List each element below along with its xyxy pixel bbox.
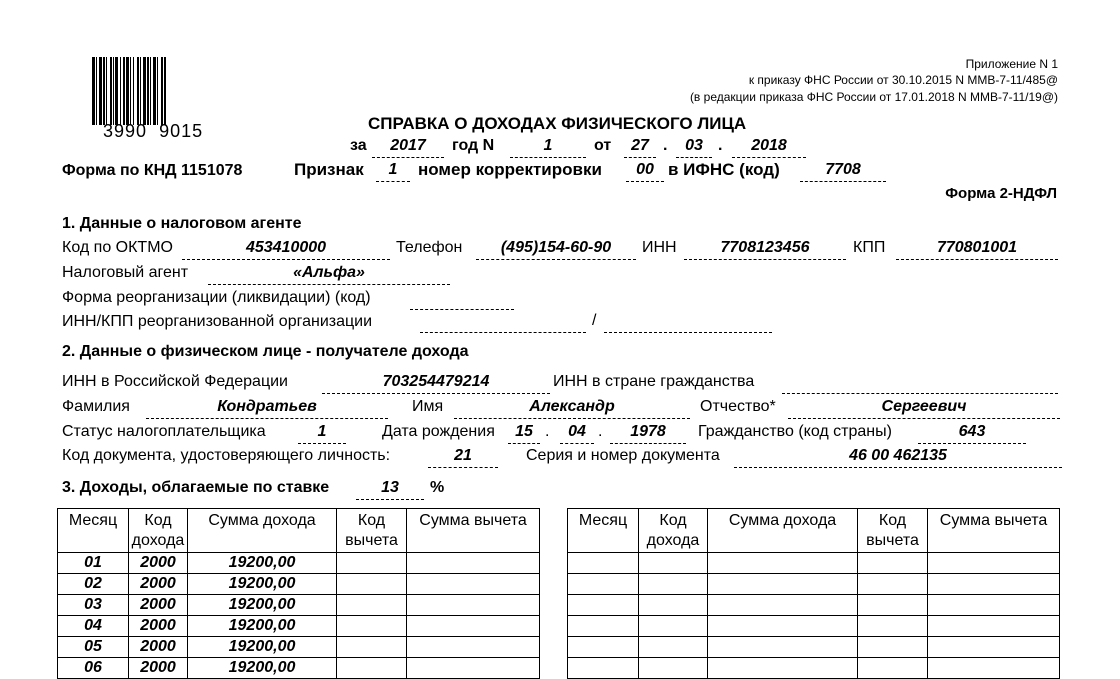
reorg-kpp-underline — [604, 331, 772, 333]
barcode-bar — [106, 57, 107, 125]
section-agent-title: 1. Данные о налоговом агенте — [62, 215, 302, 232]
col-income-code: Код дохода — [129, 509, 188, 553]
row-income-code: 2000 — [129, 574, 188, 595]
birth-month-underline — [560, 442, 594, 444]
barcode-bar — [120, 57, 121, 125]
sign-underline — [376, 180, 410, 182]
row-deduction-code — [337, 616, 407, 637]
barcode-bar — [103, 57, 105, 125]
row-income-code: 2000 — [129, 637, 188, 658]
barcode-bar — [143, 57, 146, 125]
row-month — [568, 553, 639, 574]
barcode-bar — [113, 57, 114, 125]
citizenship-value: 643 — [958, 423, 986, 440]
status-underline — [298, 442, 346, 444]
row-income-amount: 19200,00 — [188, 616, 337, 637]
doc-code-label: Код документа, удостоверяющего личность: — [62, 447, 391, 464]
rate-value: 13 — [381, 479, 399, 496]
row-deduction-amount — [928, 595, 1060, 616]
row-month: 03 — [58, 595, 129, 616]
birth-day-underline — [508, 442, 540, 444]
reorg-inn-label: ИНН/КПП реорганизованной организации — [62, 313, 373, 330]
row-income-amount: 19200,00 — [188, 658, 337, 679]
from-label: от — [594, 137, 612, 154]
row-income-code: 2000 — [129, 616, 188, 637]
birth-month: 04 — [568, 423, 586, 440]
row-income-code — [639, 616, 708, 637]
date-month-underline — [676, 156, 712, 158]
year-underline — [372, 156, 444, 158]
doc-code-value: 21 — [454, 447, 472, 464]
doc-number-label: Серия и номер документа — [526, 447, 720, 464]
appendix-label: Приложение N 1 — [965, 57, 1058, 71]
row-deduction-amount — [928, 616, 1060, 637]
row-income-amount — [708, 574, 858, 595]
sign-label: Признак — [294, 160, 364, 179]
row-income-amount: 19200,00 — [188, 595, 337, 616]
barcode-bar — [140, 57, 141, 125]
name-value: Александр — [529, 398, 615, 415]
row-deduction-code — [337, 574, 407, 595]
col-month: Месяц — [568, 509, 639, 553]
row-income-amount — [708, 637, 858, 658]
row-month: 05 — [58, 637, 129, 658]
inn-foreign-underline — [782, 392, 1058, 394]
barcode-image — [92, 57, 232, 125]
barcode-bar — [147, 57, 149, 125]
barcode-bar — [150, 57, 151, 125]
row-month — [568, 595, 639, 616]
row-income-code — [639, 595, 708, 616]
row-income-code: 2000 — [129, 658, 188, 679]
date-month: 03 — [685, 137, 703, 154]
ifns-label: в ИФНС (код) — [668, 160, 780, 179]
col-month: Месяц — [58, 509, 129, 553]
inn-label: ИНН — [642, 239, 677, 256]
row-month — [568, 637, 639, 658]
status-label: Статус налогоплательщика — [62, 423, 266, 440]
number-label: год N — [452, 137, 495, 154]
birth-dot-1: . — [545, 423, 550, 440]
correction-label: номер корректировки — [418, 160, 602, 179]
row-month: 01 — [58, 553, 129, 574]
row-income-amount: 19200,00 — [188, 553, 337, 574]
section-income-title: 3. Доходы, облагаемые по ставке — [62, 479, 330, 496]
table-row — [568, 616, 1060, 637]
ifns-value: 7708 — [825, 161, 861, 178]
row-month — [568, 616, 639, 637]
row-deduction-code — [858, 637, 928, 658]
table-row — [58, 616, 540, 637]
row-month — [568, 658, 639, 679]
row-deduction-amount — [407, 616, 540, 637]
barcode-bar — [92, 57, 95, 125]
table-row — [568, 553, 1060, 574]
row-income-amount — [708, 658, 858, 679]
surname-underline — [146, 417, 388, 419]
row-deduction-amount — [928, 637, 1060, 658]
col-deduction-amount: Сумма вычета — [928, 509, 1060, 553]
citizenship-underline — [918, 442, 1026, 444]
doc-number-value: 46 00 462135 — [849, 447, 947, 464]
reorg-label: Форма реорганизации (ликвидации) (код) — [62, 289, 371, 306]
table-row — [568, 595, 1060, 616]
phone-underline — [476, 258, 636, 260]
doc-number-underline — [734, 466, 1062, 468]
form-name: Форма 2-НДФЛ — [945, 185, 1057, 202]
name-label: Имя — [412, 398, 444, 415]
row-income-code: 2000 — [129, 595, 188, 616]
table-row — [58, 574, 540, 595]
col-deduction-amount: Сумма вычета — [407, 509, 540, 553]
status-value: 1 — [317, 423, 327, 440]
row-deduction-amount — [407, 574, 540, 595]
row-month: 02 — [58, 574, 129, 595]
barcode-bar — [161, 57, 163, 125]
inn-foreign-label: ИНН в стране гражданства — [553, 373, 755, 390]
inn-rf-label: ИНН в Российской Федерации — [62, 373, 288, 390]
row-deduction-code — [337, 553, 407, 574]
inn-value: 7708123456 — [720, 239, 810, 256]
name-underline — [454, 417, 690, 419]
row-income-amount — [708, 553, 858, 574]
row-deduction-amount — [407, 658, 540, 679]
row-deduction-code — [858, 595, 928, 616]
row-income-code — [639, 553, 708, 574]
row-income-amount: 19200,00 — [188, 574, 337, 595]
barcode-number: 3990 9015 — [103, 121, 204, 141]
kpp-underline — [896, 258, 1058, 260]
row-income-amount — [708, 616, 858, 637]
sign-value: 1 — [388, 161, 398, 178]
col-deduction-code: Код вычета — [337, 509, 407, 553]
row-deduction-code — [337, 637, 407, 658]
inn-underline — [684, 258, 846, 260]
patronymic-label: Отчество* — [700, 398, 776, 415]
agent-name-underline — [208, 283, 450, 285]
reorg-slash: / — [592, 312, 597, 329]
row-income-amount: 19200,00 — [188, 637, 337, 658]
date-year: 2018 — [751, 137, 787, 154]
barcode-bar — [130, 57, 131, 125]
date-day: 27 — [631, 137, 649, 154]
patronymic-underline — [788, 417, 1060, 419]
row-deduction-amount — [928, 574, 1060, 595]
row-deduction-code — [337, 658, 407, 679]
reorg-underline — [410, 308, 514, 310]
inn-rf-value: 703254479214 — [382, 373, 490, 390]
table-row — [568, 658, 1060, 679]
col-deduction-code: Код вычета — [858, 509, 928, 553]
date-year-underline — [732, 156, 806, 158]
col-income-amount: Сумма дохода — [188, 509, 337, 553]
form-knd: Форма по КНД 1151078 — [62, 162, 243, 179]
date-day-underline — [624, 156, 656, 158]
income-table-left — [57, 508, 540, 679]
row-deduction-code — [858, 616, 928, 637]
row-deduction-code — [858, 658, 928, 679]
row-deduction-amount — [407, 553, 540, 574]
barcode-bar — [123, 57, 125, 125]
barcode-bar — [126, 57, 129, 125]
patronymic-value: Сергеевич — [881, 398, 967, 415]
income-table-right — [567, 508, 1060, 679]
phone-value: (495)154-60-90 — [500, 239, 612, 256]
birth-year: 1978 — [630, 423, 666, 440]
section-person-title: 2. Данные о физическом лице - получателе дохода — [62, 343, 469, 360]
order-reference: к приказу ФНС России от 30.10.2015 N ММВ-7-11/485@ — [748, 73, 1058, 87]
birth-label: Дата рождения — [382, 423, 495, 440]
ifns-underline — [800, 180, 886, 182]
row-income-amount — [708, 595, 858, 616]
table-row — [58, 553, 540, 574]
row-income-code — [639, 658, 708, 679]
row-deduction-code — [858, 553, 928, 574]
kpp-label: КПП — [853, 239, 886, 256]
date-dot-1: . — [663, 137, 668, 154]
citizenship-label: Гражданство (код страны) — [698, 423, 892, 440]
row-deduction-amount — [407, 637, 540, 658]
birth-dot-2: . — [598, 423, 603, 440]
edition-reference: (в редакции приказа ФНС России от 17.01.2018 N ММВ-7-11/19@) — [689, 90, 1058, 104]
doc-code-underline — [428, 466, 498, 468]
phone-label: Телефон — [396, 239, 463, 256]
row-month: 06 — [58, 658, 129, 679]
correction-underline — [626, 180, 664, 182]
barcode-bar — [137, 57, 139, 125]
row-deduction-amount — [928, 658, 1060, 679]
inn-rf-underline — [322, 392, 550, 394]
table-row — [568, 574, 1060, 595]
row-deduction-amount — [928, 553, 1060, 574]
barcode-bar — [133, 57, 134, 125]
barcode-bar — [157, 57, 158, 125]
row-income-code: 2000 — [129, 553, 188, 574]
date-dot-2: . — [718, 137, 723, 154]
row-month — [568, 574, 639, 595]
col-income-code: Код дохода — [639, 509, 708, 553]
agent-name: «Альфа» — [293, 264, 365, 281]
year-value: 2017 — [390, 137, 426, 154]
row-deduction-amount — [407, 595, 540, 616]
for-label: за — [350, 137, 367, 154]
percent-sign: % — [430, 479, 445, 496]
rate-underline — [356, 498, 424, 500]
table-row — [568, 637, 1060, 658]
table-row — [58, 658, 540, 679]
barcode-bar — [96, 57, 97, 125]
birth-year-underline — [610, 442, 686, 444]
surname-value: Кондратьев — [217, 398, 317, 415]
col-income-amount: Сумма дохода — [708, 509, 858, 553]
row-month: 04 — [58, 616, 129, 637]
number-value: 1 — [543, 137, 553, 154]
oktmo-label: Код по ОКТМО — [62, 239, 173, 256]
row-deduction-code — [858, 574, 928, 595]
table-row — [58, 595, 540, 616]
kpp-value: 770801001 — [936, 239, 1018, 256]
barcode-bar — [99, 57, 102, 125]
surname-label: Фамилия — [62, 398, 130, 415]
barcode-bar — [110, 57, 112, 125]
row-deduction-code — [337, 595, 407, 616]
correction-value: 00 — [636, 161, 654, 178]
oktmo-value: 453410000 — [245, 239, 327, 256]
page-title: СПРАВКА О ДОХОДАХ ФИЗИЧЕСКОГО ЛИЦА — [368, 114, 747, 133]
row-income-code — [639, 574, 708, 595]
oktmo-underline — [182, 258, 390, 260]
reorg-inn-underline — [420, 331, 586, 333]
row-income-code — [639, 637, 708, 658]
number-underline — [510, 156, 586, 158]
barcode-bar — [153, 57, 156, 125]
table-row — [58, 637, 540, 658]
agent-label: Налоговый агент — [62, 264, 189, 281]
birth-day: 15 — [515, 423, 533, 440]
barcode-bar — [164, 57, 166, 125]
barcode-bar — [115, 57, 118, 125]
